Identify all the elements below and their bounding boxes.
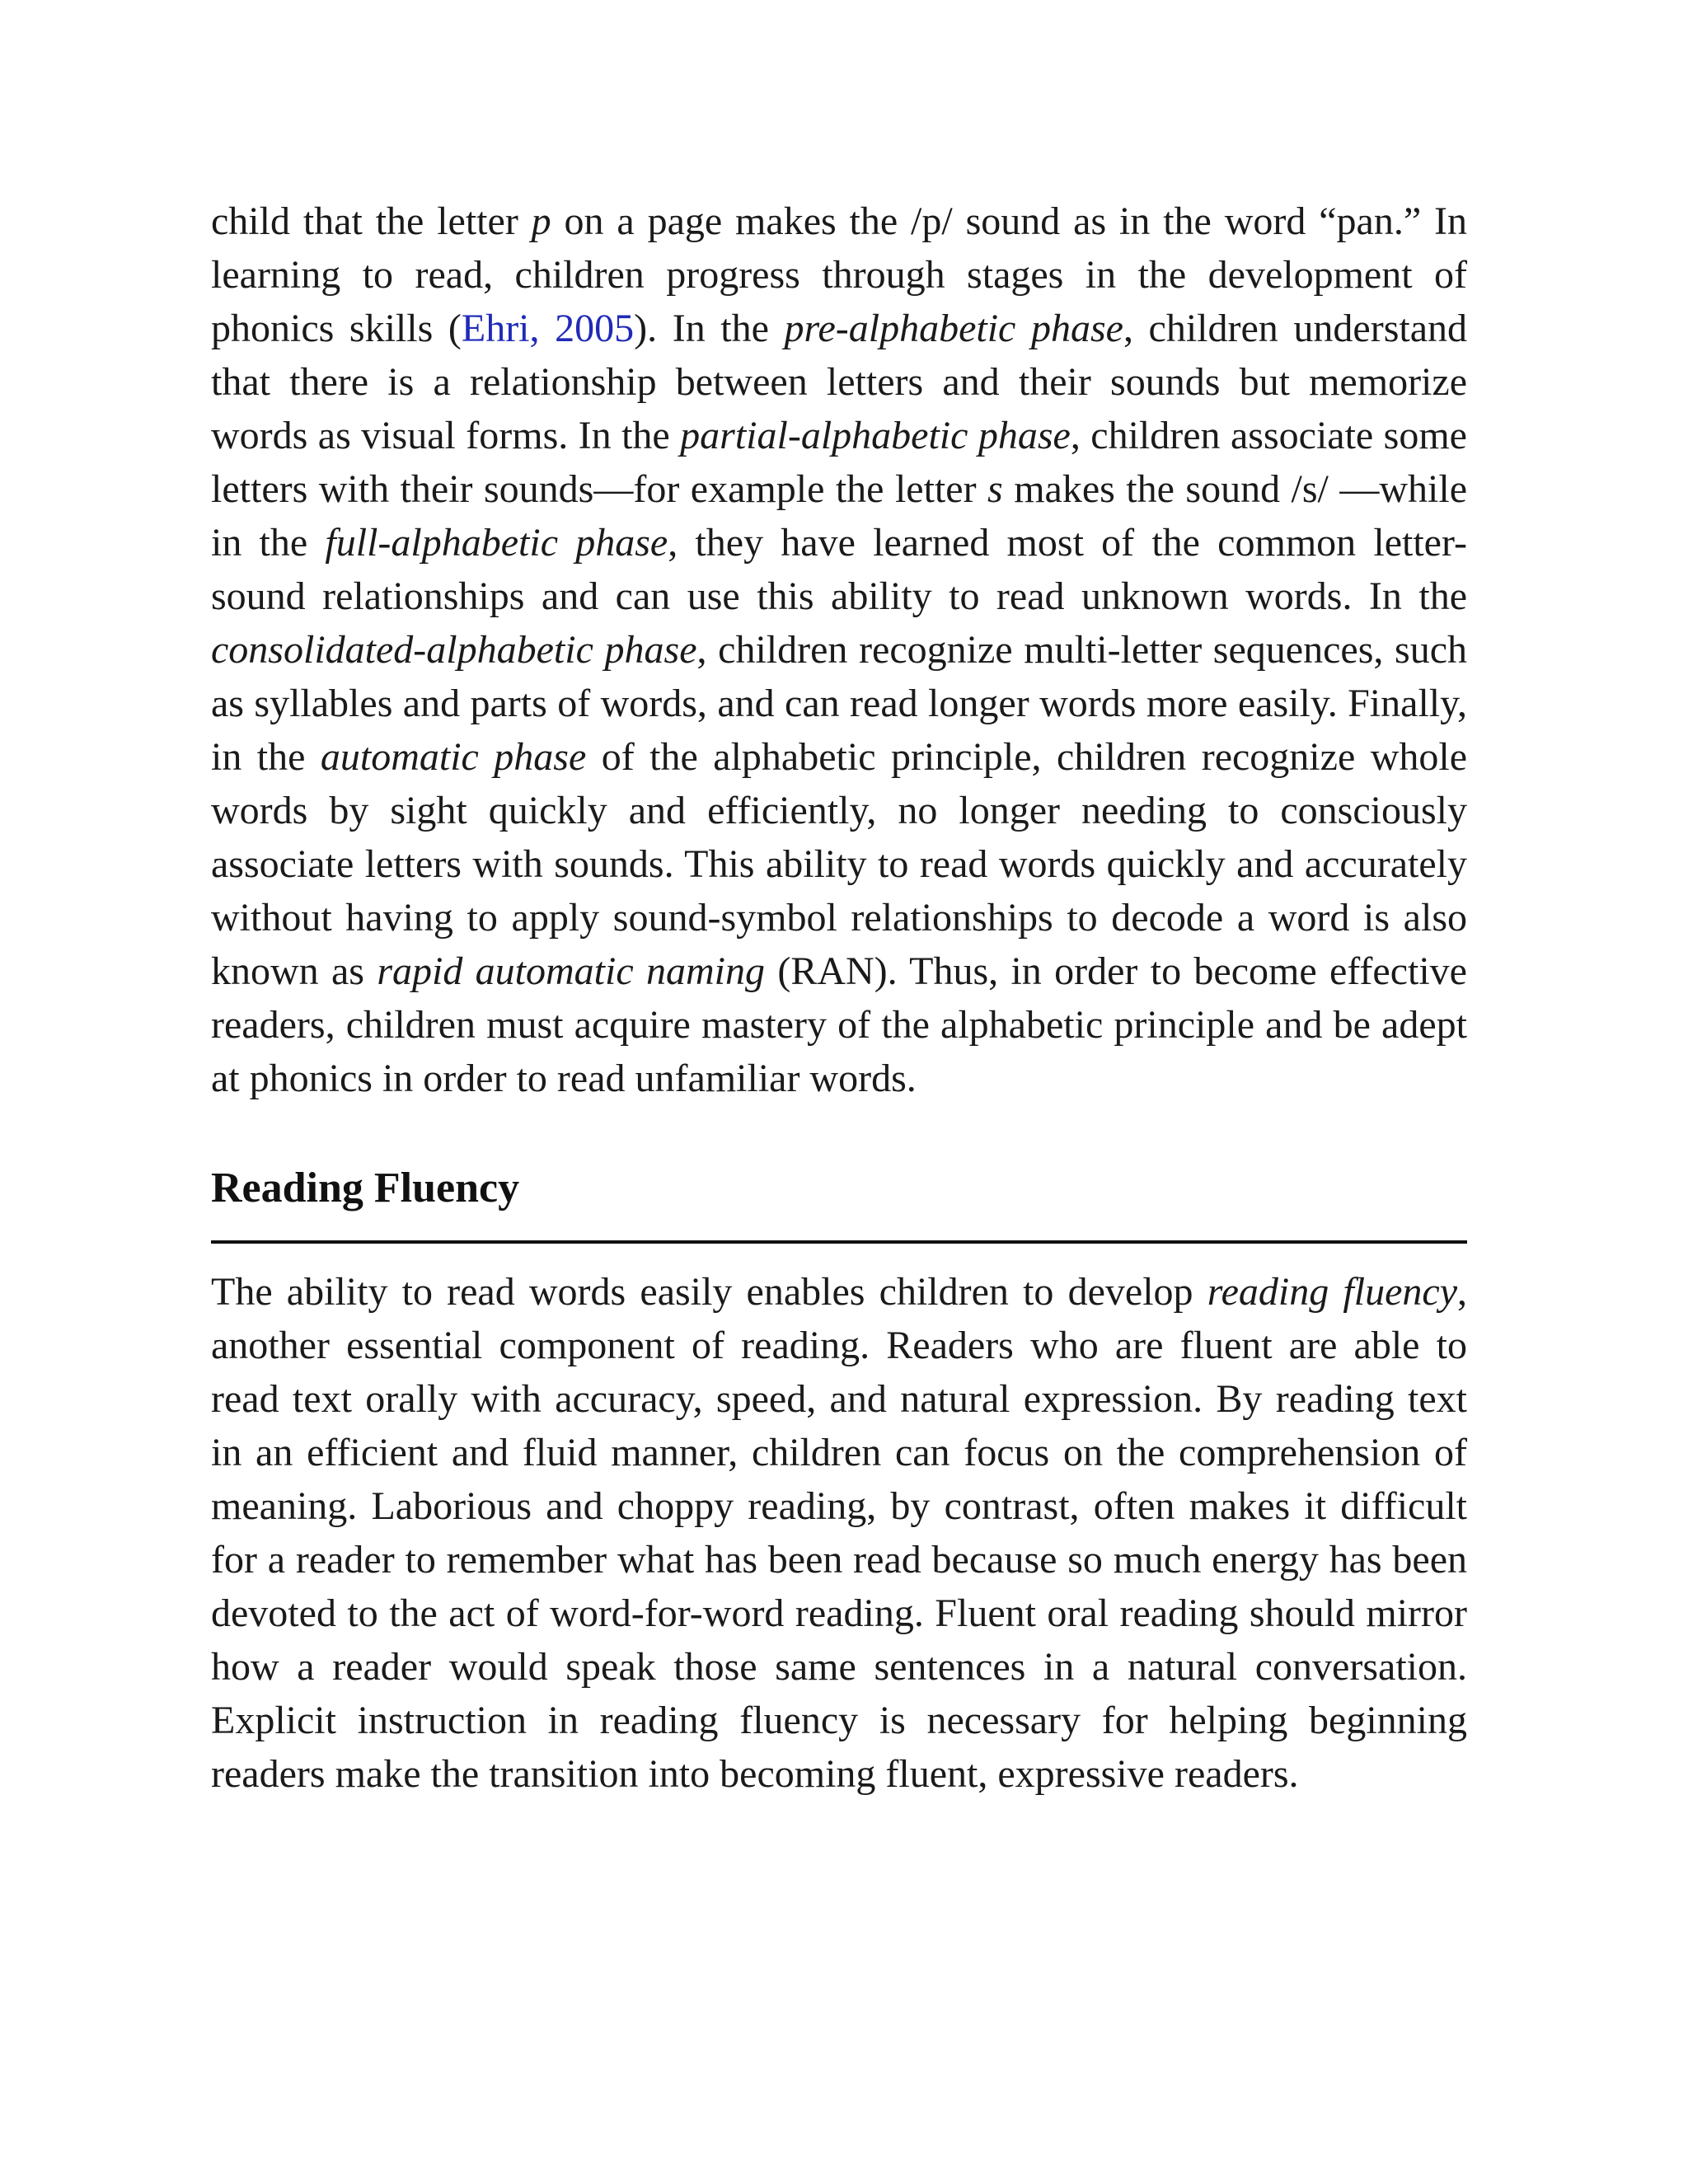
italic-term: automatic phase: [320, 735, 587, 779]
citation-link[interactable]: Ehri, 2005: [461, 307, 635, 350]
phonics-paragraph: [211, 194, 1467, 1105]
italic-term: p: [531, 199, 551, 243]
italic-term: rapid automatic naming: [377, 949, 765, 993]
text-run: , another essential component of reading. Readers who are fluent are able to read text orally with accuracy, speed, and natural expression. By reading text in an efficient and fluid manner, children can focus on the comprehension of meaning. Laborious and choppy reading, by contrast, often makes it difficult for a reader to remember what has been read because so much energy has been devoted to the act of word-for-word reading. Fluent oral reading should mirror how a reader would speak those same sentences in a natural conversation. Explicit instruction in reading fluency is necessary for helping beginning readers make the transition into becoming fluent, expressive readers.: [211, 1270, 1468, 1796]
text-run: of the alphabetic principle, children recognize whole words by sight quickly and efficiently, no longer needing to consciously associate letters with sounds. This ability to read words quickly and accurately without having to apply sound-symbol relationships to decode a word is also known as: [211, 735, 1467, 993]
text-run: on a page makes the /p/ sound as in the word “pan.” In learning to read, children progress through stages in the development of phonics skills (: [211, 199, 1467, 350]
italic-term: s: [987, 467, 1003, 511]
text-run: , children understand that there is a relationship between letters and their sounds but memorize words as visual forms. In the: [211, 307, 1468, 457]
text-run: , children associate some letters with their sounds—for example the letter: [211, 414, 1467, 511]
document-page: [211, 194, 1467, 1801]
text-run: (RAN). Thus, in order to become effective readers, children must acquire mastery of the alphabetic principle and be adept at phonics in order to read unfamiliar words.: [211, 949, 1467, 1100]
text-run: , they have learned most of the common letter-sound relationships and can use this ability to read unknown words. In the: [211, 521, 1467, 618]
italic-term: partial-alphabetic phase: [680, 414, 1071, 457]
fluency-paragraph: [211, 1265, 1467, 1801]
italic-term: consolidated-alphabetic phase: [211, 628, 697, 672]
text-run: ). In the: [634, 307, 785, 350]
text-run: The ability to read words easily enables children to develop: [211, 1270, 1207, 1314]
italic-term: reading fluency: [1207, 1270, 1458, 1314]
text-run: child that the letter: [211, 199, 532, 243]
heading-divider: [211, 1240, 1467, 1244]
section-heading: Reading Fluency: [211, 1165, 520, 1212]
text-run: , children recognize multi-letter sequences, such as syllables and parts of words, and can read longer words more easily. Finally, in the: [211, 628, 1468, 779]
italic-term: pre-alphabetic phase: [784, 307, 1123, 350]
italic-term: full-alphabetic phase: [325, 521, 668, 565]
text-run: makes the sound /s/ —while in the: [211, 467, 1468, 565]
